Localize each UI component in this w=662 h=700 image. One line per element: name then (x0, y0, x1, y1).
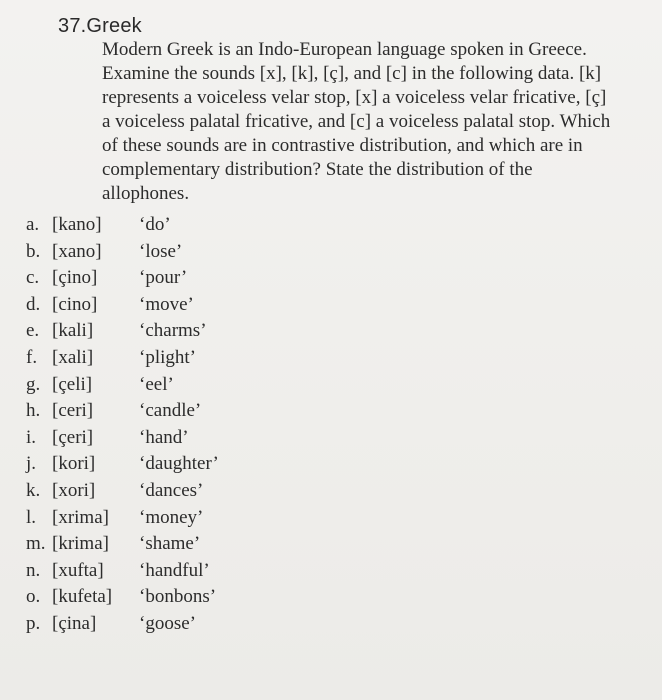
data-row (26, 584, 326, 611)
data-letter: l. (26, 506, 37, 528)
data-row (26, 318, 326, 345)
prompt-line: Examine the sounds [x], [k], [ç], and [c] in the following data. [k] (102, 63, 602, 84)
data-form: [çeli] (52, 373, 93, 395)
data-letter: o. (26, 586, 41, 608)
data-row (26, 425, 326, 452)
data-row (26, 345, 326, 372)
data-letter: f. (26, 346, 38, 368)
data-gloss: ‘dances’ (139, 479, 204, 501)
data-form: [çeri] (52, 426, 94, 448)
data-letter: c. (26, 267, 40, 289)
data-form: [kali] (52, 320, 94, 342)
data-form: [çina] (52, 612, 97, 634)
data-gloss: ‘hand’ (139, 426, 189, 448)
data-letter: p. (26, 612, 41, 634)
data-gloss: ‘candle’ (139, 400, 202, 422)
data-row (26, 292, 326, 319)
data-gloss: ‘money’ (139, 506, 204, 528)
problem-prompt (102, 38, 654, 206)
data-row (26, 265, 326, 292)
data-list (26, 212, 326, 638)
data-row (26, 611, 326, 638)
data-form: [xufta] (52, 559, 104, 581)
data-letter: k. (26, 479, 41, 501)
data-gloss: ‘shame’ (139, 533, 201, 555)
data-row (26, 451, 326, 478)
prompt-line: represents a voiceless velar stop, [x] a voiceless velar fricative, [ç] (102, 87, 607, 108)
data-letter: m. (26, 533, 46, 555)
data-gloss: ‘do’ (139, 214, 171, 235)
data-gloss: ‘eel’ (139, 373, 174, 395)
data-form: [cino] (52, 293, 98, 315)
data-form: [kori] (52, 453, 96, 475)
data-gloss: ‘move’ (139, 293, 194, 315)
data-gloss: ‘daughter’ (139, 453, 219, 475)
data-form: [ceri] (52, 400, 94, 422)
data-form: [xali] (52, 346, 94, 368)
prompt-line: complementary distribution? State the distribution of the (102, 159, 533, 180)
data-gloss: ‘handful’ (139, 559, 210, 581)
data-gloss: ‘charms’ (139, 320, 207, 342)
data-row (26, 372, 326, 399)
data-letter: h. (26, 400, 41, 422)
data-row (26, 505, 326, 532)
prompt-line: Modern Greek is an Indo-European language spoken in Greece. (102, 39, 587, 60)
data-gloss: ‘lose’ (139, 240, 183, 262)
data-gloss: ‘bonbons’ (139, 586, 217, 608)
data-form: [xrima] (52, 506, 109, 528)
data-form: [kufeta] (52, 586, 113, 608)
data-row (26, 398, 326, 425)
data-row (26, 558, 326, 585)
data-letter: a. (26, 214, 40, 235)
data-form: [çino] (52, 267, 98, 289)
data-row (26, 239, 326, 266)
data-letter: n. (26, 559, 41, 581)
problem-title: 37.Greek (58, 15, 142, 37)
data-row (26, 478, 326, 505)
data-form: [xano] (52, 240, 102, 262)
data-form: [krima] (52, 533, 109, 555)
data-letter: i. (26, 426, 37, 448)
data-gloss: ‘goose’ (139, 612, 196, 634)
data-row (26, 212, 326, 239)
data-gloss: ‘pour’ (139, 267, 188, 289)
data-row (26, 531, 326, 558)
data-letter: j. (26, 453, 37, 475)
data-letter: e. (26, 320, 40, 342)
data-gloss: ‘plight’ (139, 346, 196, 368)
data-form: [xori] (52, 479, 96, 501)
prompt-line: a voiceless palatal fricative, and [c] a voiceless palatal stop. Which (102, 111, 611, 132)
data-letter: g. (26, 373, 41, 395)
data-letter: d. (26, 293, 41, 315)
data-form: [kano] (52, 214, 102, 235)
data-letter: b. (26, 240, 41, 262)
prompt-line: of these sounds are in contrastive distribution, and which are in (102, 135, 583, 156)
prompt-line: allophones. (102, 183, 190, 204)
